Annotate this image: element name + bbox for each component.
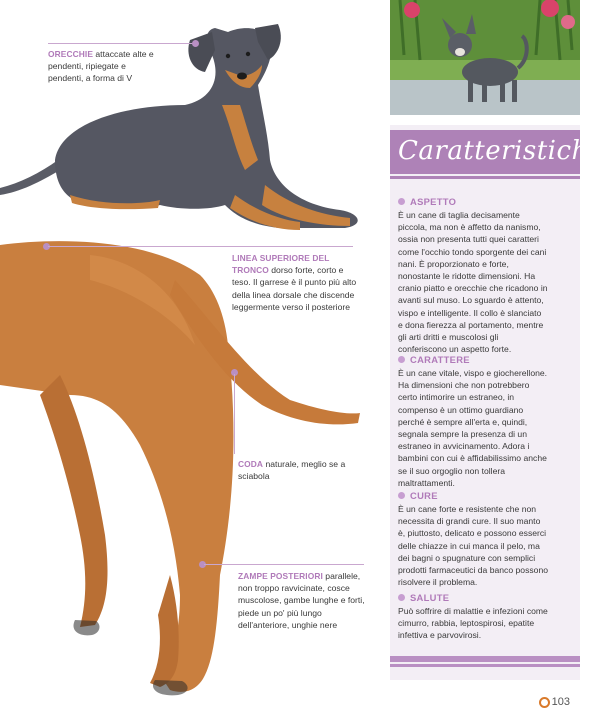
orecchie-leader-line — [48, 43, 196, 44]
section-heading: ASPETTO — [410, 196, 457, 207]
orecchie-term: ORECCHIE — [48, 49, 94, 59]
page-number — [539, 696, 570, 708]
bullet-icon — [398, 198, 405, 205]
bullet-icon — [398, 356, 405, 363]
zampe-leader-line — [204, 564, 364, 565]
section-text: Può soffrire di malattie e infezioni come cimurro, rabbia, leptospirosi, epatite infettiva e parvovirosi. — [398, 606, 548, 641]
section-text: È un cane forte e resistente che non necessita di grandi cure. Il suo manto è, piuttosto, delicato e possono esserci delle chiazze in cui manca il pelo, ma dei bagni o spugnature con semplici prodotti farmaceutici da banco possono risolvere il problema. — [398, 504, 549, 588]
bullet-icon — [398, 492, 405, 499]
section-heading: CARATTERE — [410, 354, 470, 365]
section-cure — [398, 490, 548, 588]
page-number-text: 103 — [551, 696, 570, 708]
section-heading: SALUTE — [410, 592, 450, 603]
linea-callout — [232, 252, 357, 313]
orecchie-text: attaccate alte e pendenti, ripiegate e pendenti, a forma di V — [48, 49, 154, 84]
section-heading: CURE — [410, 490, 438, 501]
coda-callout — [238, 458, 368, 482]
linea-leader-line — [48, 246, 353, 247]
magazine-logo-icon — [539, 697, 550, 708]
panel-header-rule — [390, 176, 580, 179]
coda-leader-line — [234, 374, 235, 454]
section-text: È un cane vitale, vispo e giocherellone. Ha dimensioni che non potrebbero certo intimorire un estraneo, in compenso è un ottimo guardiano perché è sempre all'erta e, quindi, segnala sempre la presenza di un estraneo in avvicinamento. Adora i bambini con cui è affidabilissimo anche se il suo orgoglio non tollera maltrattamenti. — [398, 368, 548, 488]
section-carattere — [398, 354, 548, 489]
bullet-icon — [398, 594, 405, 601]
panel-bottom-rule — [390, 664, 580, 667]
chihuahua-photo — [390, 0, 580, 115]
coda-text: naturale, meglio se a sciabola — [238, 459, 346, 482]
zampe-term: ZAMPE POSTERIORI — [238, 571, 323, 581]
coda-term: CODA — [238, 459, 264, 469]
panel-bottom-band — [390, 656, 580, 662]
zampe-text: parallele, non troppo ravvicinate, cosce muscolose, gambe lunghe e forti, piede un po' più lungo dell'anteriore, unghie nere — [238, 571, 365, 630]
section-aspetto — [398, 196, 548, 355]
section-salute — [398, 592, 548, 642]
orecchie-marker-dot — [192, 40, 199, 47]
linea-term: LINEA SUPERIORE DEL TRONCO — [232, 253, 330, 276]
linea-text: dorso forte, corto e teso. Il garrese è il punto più alto della linea dorsale che discende leggermente verso il posteriore — [232, 265, 357, 312]
section-text: È un cane di taglia decisamente piccola, ma non è affetto da nanismo, ossia non presenta tutti quei caratteri come l'occhio tondo sporgente dei cani nani. È proporzionato e forte, nonostante le ridotte dimensioni. Ha cranio piatto e orecchie che ricadono in avanti sul muso. Lo sguardo è attento, vispo e intelligente. Il collo è slanciato e dona fierezza al portamento, mentre gli arti dritti e muscolosi gli conferiscono un aspetto forte. — [398, 210, 548, 355]
zampe-callout — [238, 570, 366, 631]
panel-title: Caratteristiche — [398, 136, 605, 166]
orecchie-callout — [48, 48, 156, 85]
